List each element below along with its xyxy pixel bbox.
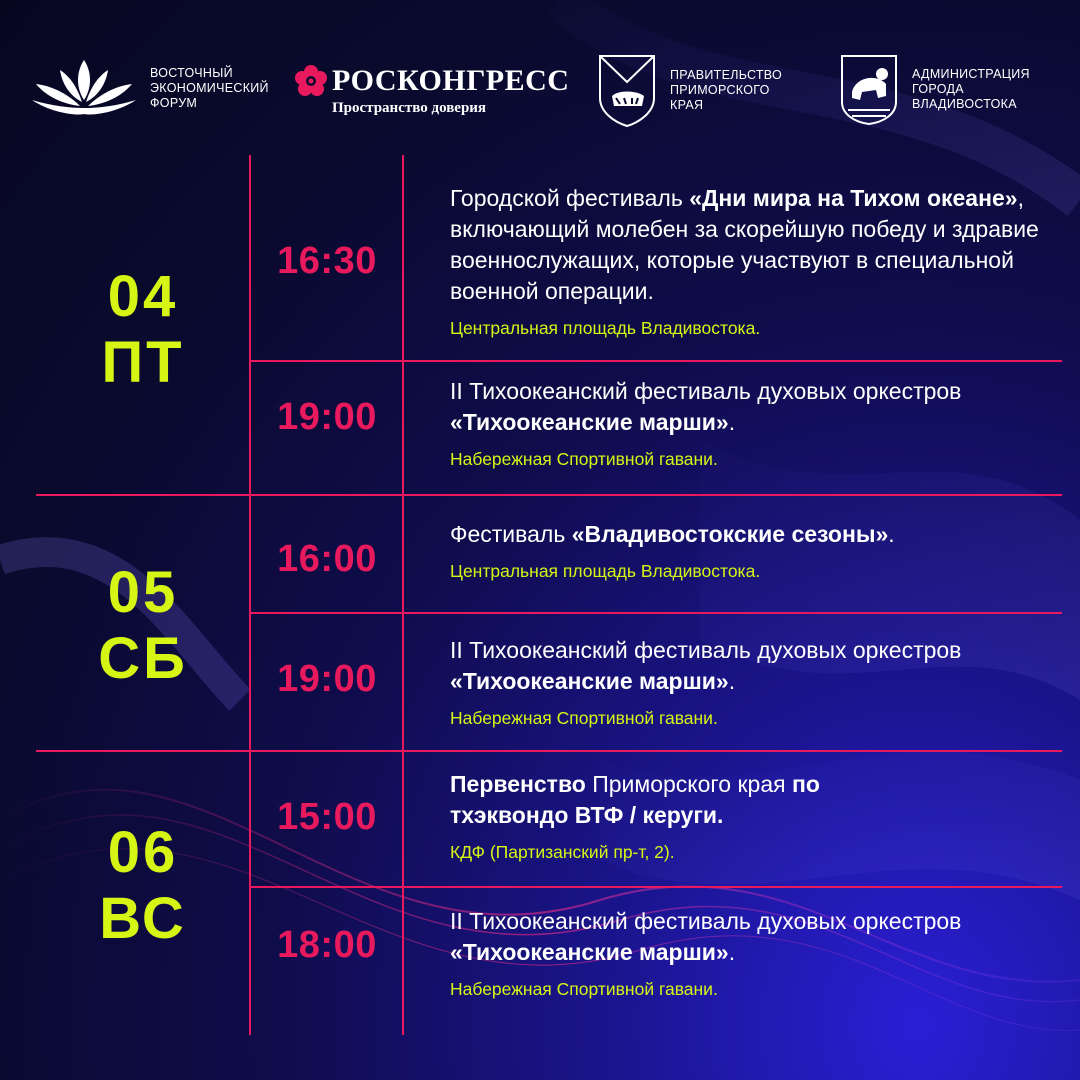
event-text: Фестиваль — [450, 521, 572, 547]
event-text: . — [888, 521, 895, 547]
divider-event-5 — [250, 886, 1062, 888]
event-text: . — [728, 939, 736, 965]
primorye-line2: ПРИМОРСКОГО — [670, 82, 770, 97]
event-description — [450, 769, 870, 831]
event-location: Центральная площадь Владивостока. — [450, 561, 761, 581]
event-title: Первенство — [450, 771, 586, 797]
divider-event-3 — [250, 612, 1062, 614]
day-date: 05 — [107, 560, 179, 625]
primorye-coat-of-arms-icon — [596, 52, 658, 128]
event-text: II Тихоокеанский фестиваль духовых оркестров — [450, 637, 962, 663]
event-text: Приморского края — [585, 771, 792, 797]
event-location: Центральная площадь Владивостока. — [450, 318, 761, 338]
day-weekday: ВС — [99, 886, 187, 951]
event-time: 19:00 — [277, 396, 377, 438]
event-text: II Тихоокеанский фестиваль духовых оркестров — [450, 378, 962, 404]
vladivostok-line3: ВЛАДИВОСТОКА — [912, 96, 1017, 111]
primorye-line1: ПРАВИТЕЛЬСТВО — [670, 67, 783, 82]
event-text: II Тихоокеанский фестиваль духовых оркестров — [450, 908, 962, 934]
event-title: «Тихоокеанские марши» — [450, 668, 729, 694]
header — [0, 0, 1080, 150]
primorye-logo — [596, 52, 782, 128]
day-label-06 — [36, 822, 250, 950]
event-6 — [450, 906, 1050, 1000]
event-time: 16:30 — [277, 240, 377, 282]
event-time: 19:00 — [277, 658, 377, 700]
event-4 — [450, 635, 1050, 729]
eef-logo — [30, 56, 269, 120]
event-3 — [450, 519, 1050, 582]
event-location: Набережная Спортивной гавани. — [450, 449, 718, 469]
divider-vertical-right — [402, 155, 404, 1035]
event-description — [450, 906, 1050, 968]
event-text: . — [728, 409, 736, 435]
day-date: 04 — [107, 264, 179, 329]
vladivostok-coat-of-arms-icon — [838, 52, 900, 126]
roscongress-flower-icon — [294, 64, 328, 98]
event-text: Городской фестиваль — [450, 185, 690, 211]
vladivostok-line1: АДМИНИСТРАЦИЯ — [912, 66, 1030, 81]
event-location: Набережная Спортивной гавани. — [450, 708, 718, 728]
vladivostok-logo — [838, 52, 1030, 126]
event-text: . — [728, 668, 736, 694]
eef-line3: ФОРУМ — [150, 95, 198, 110]
event-time: 15:00 — [277, 796, 377, 838]
event-5 — [450, 769, 870, 863]
event-title: «Тихоокеанские марши» — [450, 939, 729, 965]
event-description — [450, 519, 1050, 550]
day-label-04 — [36, 266, 250, 394]
day-weekday: СБ — [98, 626, 188, 691]
event-time: 16:00 — [277, 538, 377, 580]
day-label-05 — [36, 562, 250, 690]
event-title: «Дни мира на Тихом океане» — [689, 185, 1018, 211]
event-title: по тхэквондо ВТФ / керуги. — [450, 771, 820, 828]
divider-day-2 — [36, 750, 1062, 752]
event-title: «Владивостокские сезоны» — [571, 521, 889, 547]
primorye-line3: КРАЯ — [670, 97, 704, 112]
roscongress-logo — [294, 64, 569, 117]
event-location: КДФ (Партизанский пр-т, 2). — [450, 842, 675, 862]
roscongress-title: РОСКОНГРЕСС — [332, 64, 570, 97]
event-text: , включающий молебен за скорейшую победу и здравие военнослужащих, которые участвуют в специальной военной операции. — [450, 185, 1039, 304]
event-location: Набережная Спортивной гавани. — [450, 979, 718, 999]
lotus-icon — [30, 56, 138, 120]
event-time: 18:00 — [277, 924, 377, 966]
event-description — [450, 376, 1050, 438]
event-1 — [450, 183, 1050, 339]
eef-line1: ВОСТОЧНЫЙ — [150, 65, 233, 80]
event-title: «Тихоокеанские марши» — [450, 409, 729, 435]
event-description — [450, 635, 1050, 697]
day-weekday: ПТ — [101, 330, 185, 395]
day-date: 06 — [107, 820, 179, 885]
event-2 — [450, 376, 1050, 470]
vladivostok-line2: ГОРОДА — [912, 81, 964, 96]
roscongress-subtitle: Пространство доверия — [332, 100, 487, 116]
divider-event-1 — [250, 360, 1062, 362]
event-description — [450, 183, 1050, 307]
divider-day-1 — [36, 494, 1062, 496]
eef-line2: ЭКОНОМИЧЕСКИЙ — [150, 80, 269, 95]
